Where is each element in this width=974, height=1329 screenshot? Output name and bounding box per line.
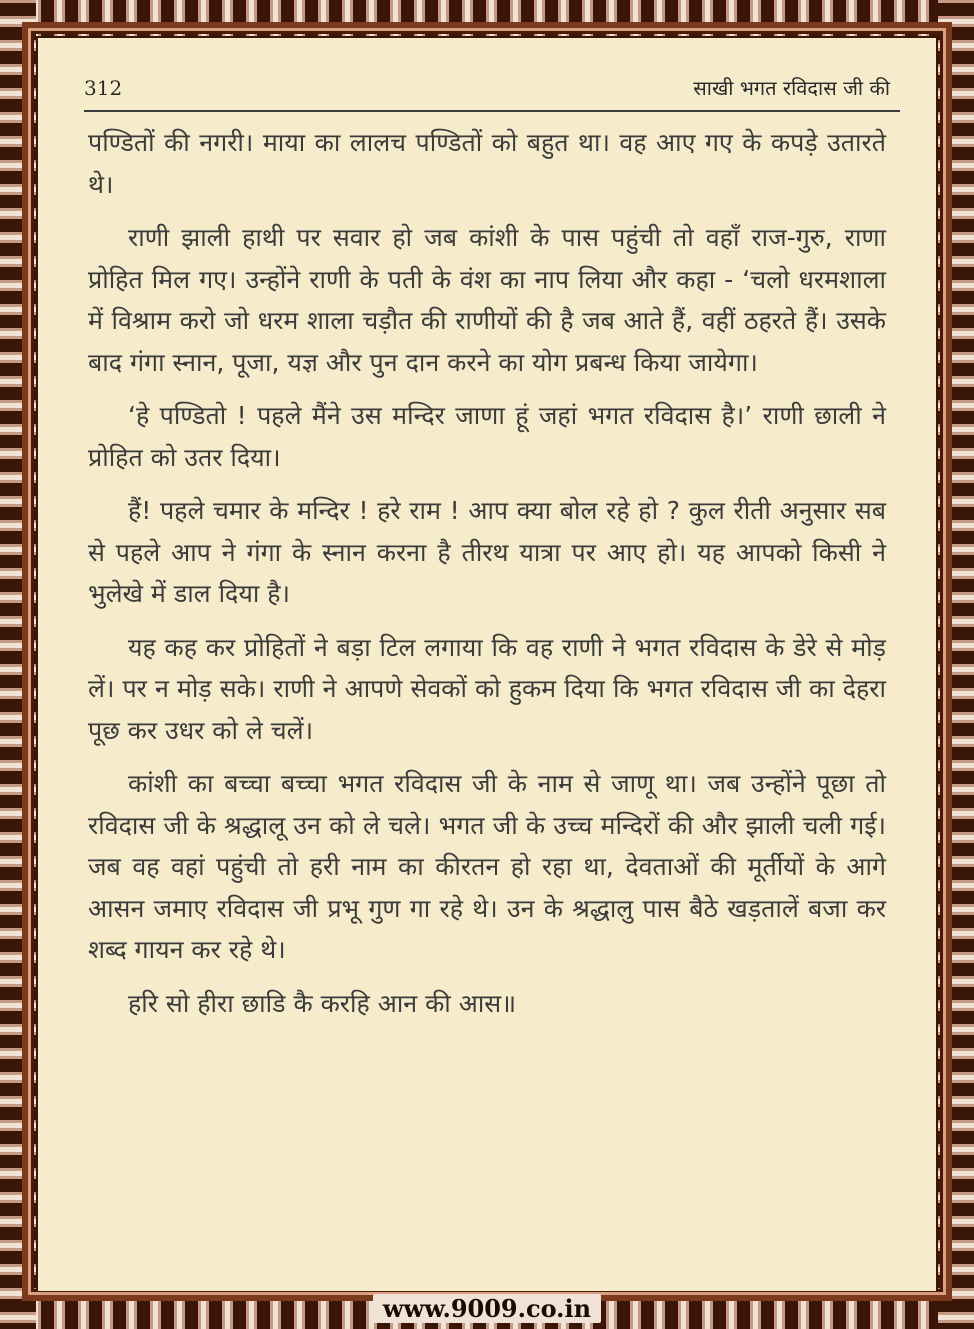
paragraph: हैं! पहले चमार के मन्दिर ! हरे राम ! आप क्या बोल रहे हो ? कुल रीती अनुसार सब से पहले आप ने गंगा के स्नान करना है तीरथ यात्रा पर आए हो। यह आपको किसी ने भुलेखे में डाल दिया है। [88, 496, 886, 608]
page-header [84, 72, 890, 106]
page-body [88, 122, 886, 1036]
paragraph: पण्डितों की नगरी। माया का लालच पण्डितों को बहुत था। वह आए गए के कपड़े उतारते थे। [88, 128, 886, 199]
verse-line: हरि सो हीरा छाडि कै करहि आन की आस॥ [128, 988, 517, 1018]
paragraph: राणी झाली हाथी पर सवार हो जब कांशी के पास पहुंची तो वहाँ राज-गुरु, राणा प्रोहित मिल गए। उन्होंने राणी के पती के वंश का नाप लिया और कहा - ‘चलो धरमशाला में विश्राम करो जो धरम शाला चड़ौत की राणीयों की है जब आते हैं, वहीं ठहरते हैं। उसके बाद गंगा स्नान, पूजा, यज्ञ और पुन दान करने का योग प्रबन्ध किया जायेगा। [88, 223, 886, 377]
paragraph: कांशी का बच्चा बच्चा भगत रविदास जी के नाम से जाणू था। जब उन्होंने पूछा तो रविदास जी के श्रद्धालू उन को ले चले। भगत जी के उच्च मन्दिरों की और झाली चली गई। जब वह वहां पहुंची तो हरी नाम का कीरतन हो रहा था, देवताओं की मूर्तीयों के आगे आसन जमाए रविदास जी प्रभू गुण गा रहे थे। उन के श्रद्धालु पास बैठे खड़तालें बजा कर शब्द गायन कर रहे थे। [88, 769, 886, 964]
website-footer [0, 1294, 974, 1323]
paragraph: यह कह कर प्रोहितों ने बड़ा टिल लगाया कि वह राणी ने भगत रविदास के डेरे से मोड़ लें। पर न मोड़ सके। राणी ने आपणे सेवकों को हुकम दिया कि भगत रविदास जी का देहरा पूछ कर उधर को ले चलें। [88, 632, 886, 745]
running-title: साखी भगत रविदास जी की [693, 76, 890, 100]
paragraph: ‘हे पण्डितो ! पहले मैंने उस मन्दिर जाणा हूं जहां भगत रविदास है।’ राणी छाली ने प्रोहित को उतर दिया। [88, 401, 886, 472]
page-number: 312 [84, 76, 123, 100]
book-page [38, 38, 936, 1291]
website-url[interactable]: www.9009.co.in [373, 1294, 601, 1323]
header-rule [84, 110, 900, 112]
